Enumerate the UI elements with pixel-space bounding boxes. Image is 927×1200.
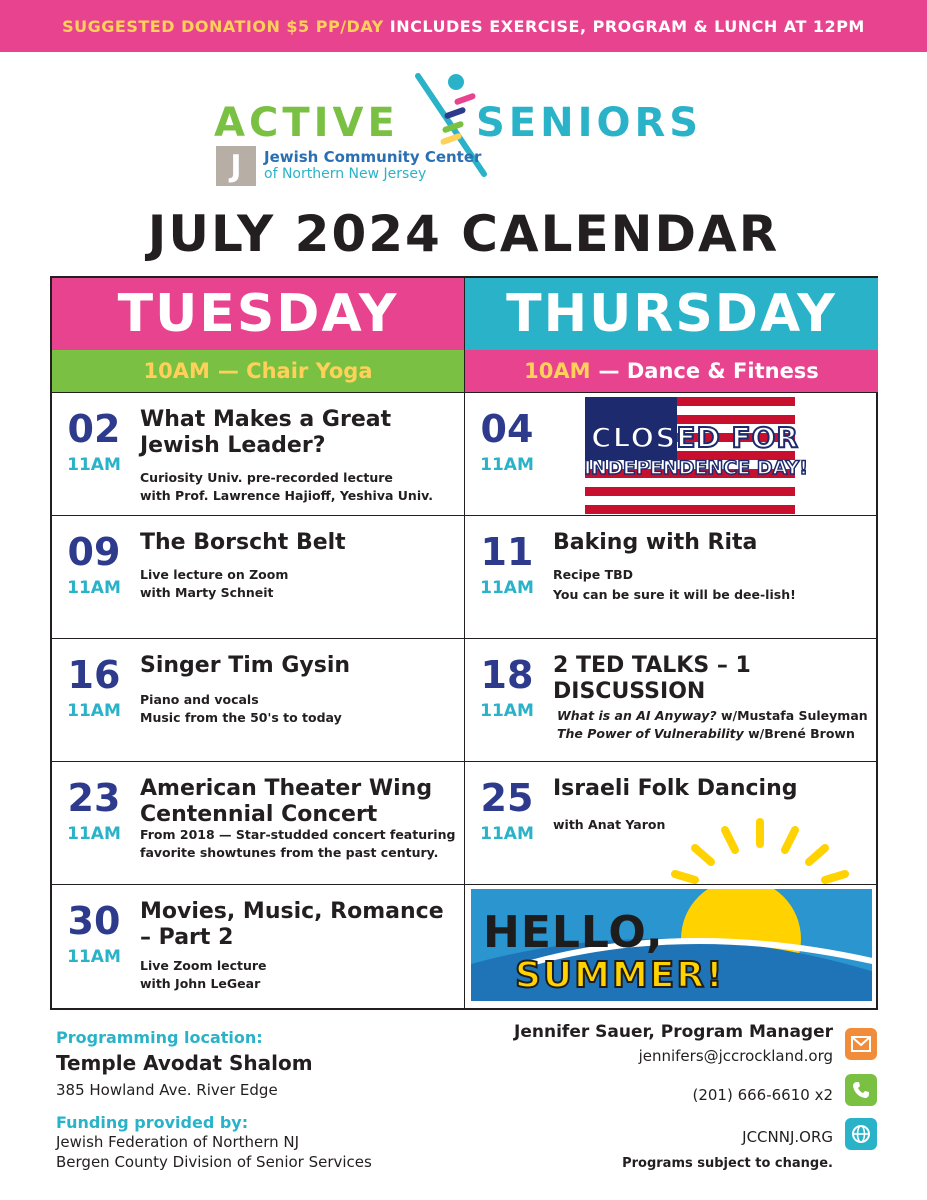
event-cell (465, 762, 878, 885)
event-description-line: with John LeGear (140, 976, 261, 991)
event-title: Baking with Rita (553, 530, 758, 555)
event-time: 11AM (67, 824, 121, 844)
hello-text: HELLO, (483, 907, 664, 958)
event-cell (52, 639, 464, 762)
talk-speaker: w/Mustafa Suleyman (716, 708, 868, 723)
contact-name: Jennifer Sauer, Program Manager (514, 1022, 833, 1042)
event-date: 16 (67, 653, 121, 697)
event-time: 11AM (67, 701, 121, 721)
talk-speaker: w/Brené Brown (743, 726, 855, 741)
event-cell (52, 516, 464, 639)
logo-word-seniors: SENIORS (476, 100, 703, 146)
event-title: Israeli Folk Dancing (553, 776, 798, 801)
venue-name: Temple Avodat Shalom (56, 1051, 313, 1075)
american-flag-icon (585, 393, 795, 515)
event-date: 02 (67, 407, 121, 451)
talk-title: The Power of Vulnerability (557, 726, 744, 741)
change-notice: Programs subject to change. (622, 1156, 833, 1171)
talk-title: What is an AI Anyway? (557, 708, 717, 723)
tuesday-activity-name: — Chair Yoga (217, 359, 373, 383)
event-cell-closed (465, 393, 878, 516)
thursday-header: THURSDAY (465, 278, 878, 350)
event-cell (52, 762, 464, 885)
event-date: 18 (480, 653, 534, 697)
event-time: 11AM (480, 578, 534, 598)
summer-text: SUMMER! (515, 955, 725, 996)
event-time: 11AM (480, 701, 534, 721)
tuesday-activity-time: 10AM (143, 359, 210, 383)
venue-address: 385 Howland Ave. River Edge (56, 1081, 278, 1099)
event-date: 23 (67, 776, 121, 820)
closed-reason: INDEPENDENCE DAY! (584, 457, 808, 479)
event-description-line (557, 725, 875, 743)
event-description-line: with Prof. Lawrence Hajioff, Yeshiva Univ. (140, 488, 433, 503)
tuesday-header: TUESDAY (52, 278, 464, 350)
event-description-line: Recipe TBD (553, 567, 634, 582)
event-description-line: Piano and vocals (140, 692, 259, 707)
event-description-line: Curiosity Univ. pre-recorded lecture (140, 470, 393, 485)
contact-website[interactable]: JCCNNJ.ORG (742, 1128, 833, 1146)
event-description-line: Live Zoom lecture (140, 958, 267, 973)
event-time: 11AM (480, 455, 534, 475)
event-title: Movies, Music, Romance – Part 2 (140, 899, 444, 950)
thursday-column (465, 278, 878, 1008)
thursday-activity-time: 10AM (524, 359, 591, 383)
funding-label: Funding provided by: (56, 1113, 249, 1132)
jcc-region: of Northern New Jersey (264, 166, 427, 182)
location-info (56, 1028, 476, 1172)
event-date: 09 (67, 530, 121, 574)
thursday-activity-name: — Dance & Fitness (598, 359, 819, 383)
event-description-line: Music from the 50's to today (140, 710, 342, 725)
contact-email[interactable]: jennifers@jccrockland.org (638, 1047, 833, 1065)
event-title: American Theater Wing Centennial Concert (140, 776, 433, 827)
event-description-line: You can be sure it will be dee-lish! (553, 587, 796, 602)
location-label: Programming location: (56, 1028, 263, 1047)
event-description-line (557, 707, 875, 725)
active-seniors-logo (214, 70, 714, 190)
funder-name: Jewish Federation of Northern NJ (56, 1133, 300, 1151)
event-cell (465, 516, 878, 639)
contact-phone[interactable]: (201) 666-6610 x2 (692, 1086, 833, 1104)
event-title: 2 TED TALKS – 1 DISCUSSION (553, 653, 751, 704)
contact-info (477, 1022, 877, 1182)
donation-details: INCLUDES EXERCISE, PROGRAM & LUNCH AT 12PM (389, 16, 865, 36)
event-time: 11AM (67, 578, 121, 598)
event-date: 04 (480, 407, 534, 451)
tuesday-morning-activity (52, 350, 464, 393)
page-title: JULY 2024 CALENDAR (147, 205, 780, 263)
event-title: What Makes a Great Jewish Leader? (140, 407, 392, 458)
event-description-line: From 2018 — Star-studded concert featuring (140, 827, 456, 842)
event-time: 11AM (67, 455, 121, 475)
sun-rays-icon (645, 818, 875, 884)
funder-name: Bergen County Division of Senior Services (56, 1153, 372, 1171)
event-description-line: with Marty Schneit (140, 585, 274, 600)
jcc-logo-mark: J (216, 146, 256, 186)
event-cell (52, 885, 464, 1008)
event-description-line: with Anat Yaron (553, 817, 666, 832)
donation-banner (0, 0, 927, 52)
event-title: Singer Tim Gysin (140, 653, 351, 678)
event-cell (465, 639, 878, 762)
summer-cell (465, 885, 878, 1008)
event-date: 25 (480, 776, 534, 820)
closed-notice: CLOSED FOR (591, 421, 799, 454)
globe-icon[interactable] (845, 1118, 877, 1150)
event-cell (52, 393, 464, 516)
phone-icon[interactable] (845, 1074, 877, 1106)
event-description-line: Live lecture on Zoom (140, 567, 289, 582)
event-time: 11AM (480, 824, 534, 844)
calendar-grid (50, 276, 878, 1010)
tuesday-column (52, 278, 465, 1008)
logo-word-active: ACTIVE (214, 100, 399, 146)
event-description-line: favorite showtunes from the past century. (140, 845, 439, 860)
event-date: 30 (67, 899, 121, 943)
jcc-name: Jewish Community Center (264, 148, 482, 166)
event-date: 11 (480, 530, 534, 574)
event-time: 11AM (67, 947, 121, 967)
hello-summer-graphic (471, 889, 872, 1001)
mail-icon[interactable] (845, 1028, 877, 1060)
donation-highlight: SUGGESTED DONATION $5 PP/DAY (62, 16, 384, 36)
event-title: The Borscht Belt (140, 530, 346, 555)
thursday-morning-activity (465, 350, 878, 393)
